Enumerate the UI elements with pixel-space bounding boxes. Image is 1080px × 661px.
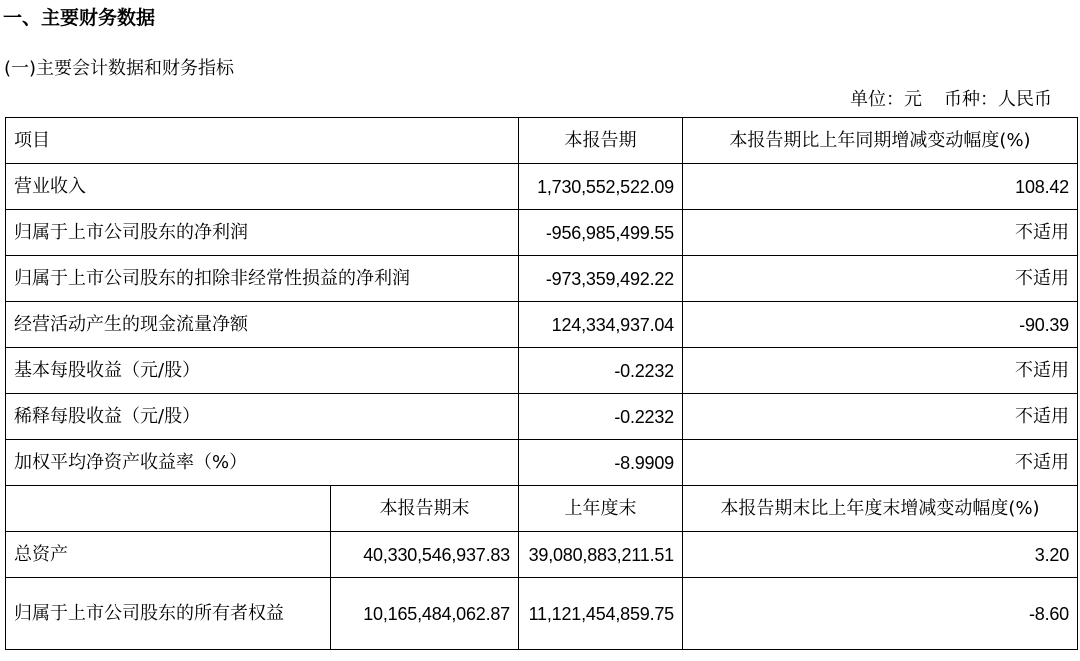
table-row [6, 532, 1078, 578]
section-title: 一、主要财务数据 [3, 7, 156, 29]
row-item: 总资产 [6, 532, 331, 578]
row-item: 归属于上市公司股东的净利润 [6, 210, 519, 256]
table-header-row-2 [6, 486, 1078, 532]
header-item: 项目 [6, 118, 519, 164]
table-row [6, 348, 1078, 394]
row-current: -8.9909 [519, 440, 683, 486]
header-change-yoy: 本报告期比上年同期增减变动幅度(%) [683, 118, 1078, 164]
header-prior-year-end: 上年度末 [519, 486, 683, 532]
header-period-end: 本报告期末 [331, 486, 519, 532]
table-row [6, 210, 1078, 256]
row-current: -956,985,499.55 [519, 210, 683, 256]
row-item: 稀释每股收益（元/股） [6, 394, 519, 440]
row-change: 不适用 [683, 394, 1078, 440]
financial-data-table [5, 117, 1078, 650]
row-current: -0.2232 [519, 348, 683, 394]
row-current: -973,359,492.22 [519, 256, 683, 302]
row-change: 108.42 [683, 164, 1078, 210]
row-change: 不适用 [683, 348, 1078, 394]
row-item: 加权平均净资产收益率（%） [6, 440, 519, 486]
row-item: 基本每股收益（元/股） [6, 348, 519, 394]
table-row [6, 394, 1078, 440]
header-change-vs-prior-year-end: 本报告期末比上年度末增减变动幅度(%) [683, 486, 1078, 532]
table-row [6, 302, 1078, 348]
row-change: -8.60 [683, 578, 1078, 650]
row-item: 经营活动产生的现金流量净额 [6, 302, 519, 348]
table-header-row [6, 118, 1078, 164]
table-row [6, 256, 1078, 302]
row-change: 不适用 [683, 210, 1078, 256]
subsection-title: (一)主要会计数据和财务指标 [4, 58, 235, 79]
header-blank [6, 486, 331, 532]
table-row [6, 578, 1078, 650]
row-change: -90.39 [683, 302, 1078, 348]
row-prior-year-end: 39,080,883,211.51 [519, 532, 683, 578]
unit-label: 单位：元 [850, 89, 922, 110]
row-current: 1,730,552,522.09 [519, 164, 683, 210]
row-change: 不适用 [683, 256, 1078, 302]
row-period-end: 40,330,546,937.83 [331, 532, 519, 578]
row-current: -0.2232 [519, 394, 683, 440]
row-item: 营业收入 [6, 164, 519, 210]
currency-label: 币种：人民币 [944, 89, 1052, 110]
row-change: 3.20 [683, 532, 1078, 578]
row-period-end: 10,165,484,062.87 [331, 578, 519, 650]
row-prior-year-end: 11,121,454,859.75 [519, 578, 683, 650]
table-row [6, 440, 1078, 486]
row-change: 不适用 [683, 440, 1078, 486]
table-row [6, 164, 1078, 210]
row-current: 124,334,937.04 [519, 302, 683, 348]
row-item: 归属于上市公司股东的所有者权益 [6, 578, 331, 650]
row-item: 归属于上市公司股东的扣除非经常性损益的净利润 [6, 256, 519, 302]
unit-line [850, 87, 1052, 113]
header-current-period: 本报告期 [519, 118, 683, 164]
